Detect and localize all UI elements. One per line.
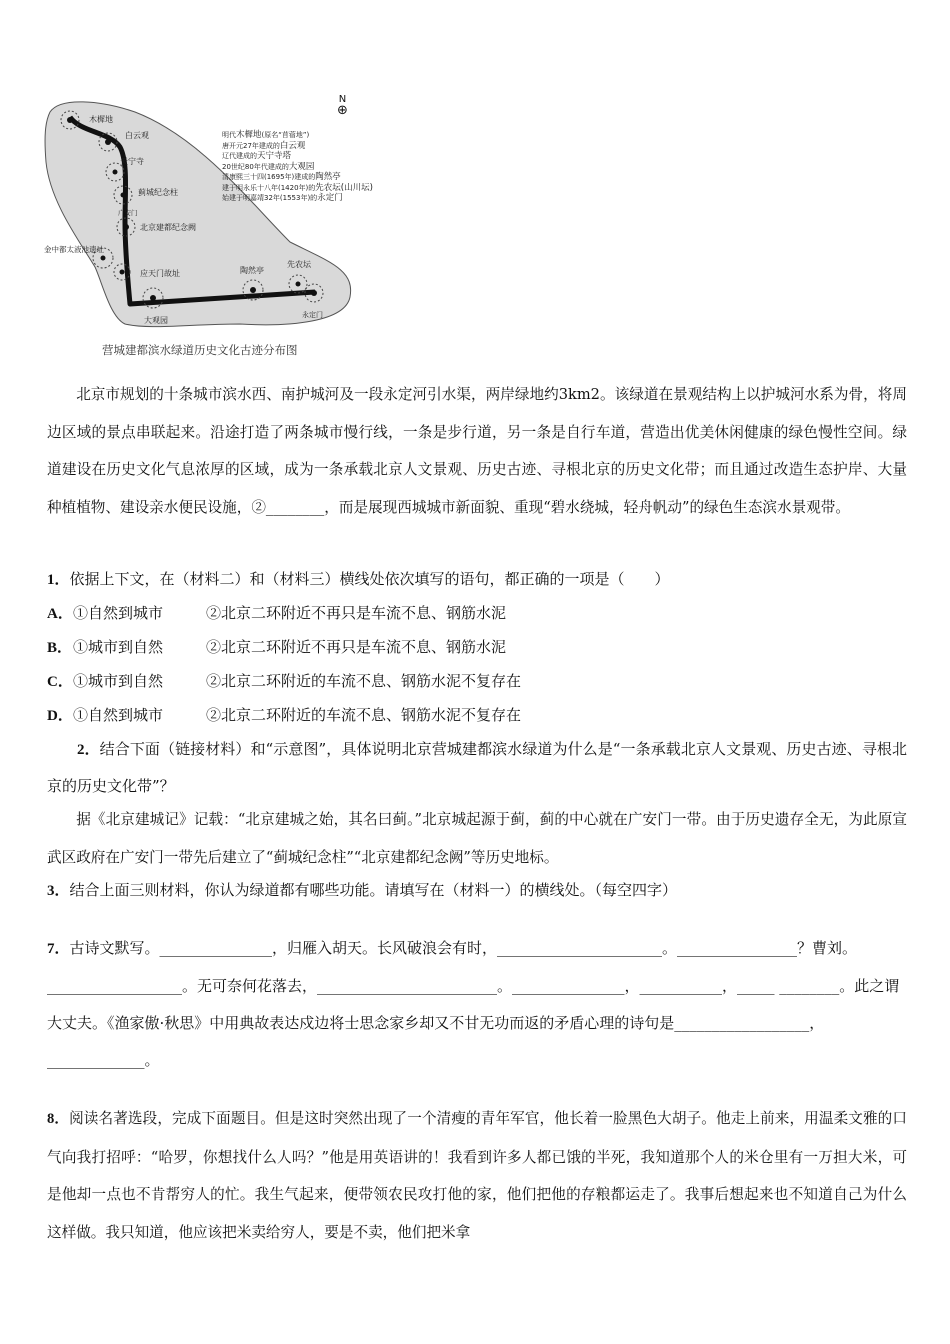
label-yingtian: 应天门故址 [140,269,180,278]
label-guanganmen: 广安门 [118,209,138,217]
label-daguanyuan: 大观园 [144,316,168,325]
question-2 [47,731,907,804]
north-compass [337,94,348,117]
legend-item: 20世纪80年代建成的大观园 [222,161,315,172]
question-3 [47,879,677,900]
question-stem: 依据上下文，在（材料二）和（材料三）横线处依次填写的语句，都正确的一项是（ ） [69,570,670,588]
option-b[interactable]: B．①城市到自然 ②北京二环附近不再只是车流不息、钢筋水泥 [47,638,507,656]
question-text: 古诗文默写。_______________，归雁入胡天。长风破浪会有时，______________________。________________？曹刘。__________________。无可奈何花落去，________________________。_______________，___________，_____ ________。此之谓大丈夫。《渔家傲·秋思》中用典故表达戍边将士思念家乡却又不甘无功而返的矛盾心理的诗句是__________________，_____________。 [47,939,900,1069]
legend-item: 明代木樨地(原名“苜蓿地”) [222,130,310,140]
label-mujingdi: 木樨地 [89,115,113,124]
question-number: 3． [47,883,70,899]
map-caption: 营城建都滨水绿道历史文化古迹分布图 [102,343,298,357]
label-jiandu: 北京建都纪念阙 [140,223,196,232]
question-number: 2． [77,742,100,758]
question-stem: 结合下面（链接材料）和“示意图”，具体说明北京营城建都滨水绿道为什么是“一条承载北京人文景观、历史古迹、寻根北京的历史文化带”？ [47,740,907,795]
option-d[interactable]: D．①自然到城市 ②北京二环附近的车流不息、钢筋水泥不复存在 [47,706,522,724]
legend-item: 清康熙三十四(1695年)建成的陶然亭 [222,172,341,182]
question-stem: 结合上面三则材料，你认为绿道都有哪些功能。请填写在（材料一）的横线处。（每空四字） [69,881,678,899]
passage-material: 北京市规划的十条城市滨水西、南护城河及一段永定河引水渠，两岸绿地约3km2。该绿道在景观结构上以护城河水系为骨，将周边区域的景点串联起来。沿途打造了两条城市慢行线，一条是步行道，另一条是自行车道，营造出优美休闲健康的绿色慢性空间。绿道建设在历史文化气息浓厚的区域，成为一条承载北京人文景观、历史古迹、寻根北京的历史文化带；而且通过改造生态护岸、大量种植植物、建设亲水便民设施，②________，而是展现西城城市新面貌、重现“碧水绕城，轻舟帆动”的绿色生态滨水景观带。 [47,386,907,516]
legend-item: 建于明永乐十八年(1420年)的先农坛(山川坛) [222,182,373,193]
option-c[interactable]: C．①城市到自然 ②北京二环附近的车流不息、钢筋水泥不复存在 [47,672,522,690]
question-number: 1． [47,572,70,588]
label-jinzhongdu: 金中都太液池遗址 [44,245,104,254]
north-label: N [338,94,347,105]
question-8 [47,1100,907,1251]
legend-item: 唐开元27年建成的白云观 [222,140,306,151]
question-1 [47,568,670,589]
historic-sites-map [40,92,373,362]
question-number: 7． [47,941,70,957]
legend-item: 辽代建成的天宁寺塔 [222,151,292,161]
compass-icon: ⊕ [337,103,348,118]
map-legend [222,130,373,204]
label-jicheng: 蓟城纪念柱 [138,188,178,197]
label-baiyunguan: 白云观 [125,131,149,140]
label-taoranting: 陶然亭 [240,266,264,275]
link-material: 据《北京建城记》记载：“北京建城之始，其名曰蓟。”北京城起源于蓟，蓟的中心就在广安门一带。由于历史遗存全无，为此原宣武区政府在广安门一带先后建立了“蓟城纪念柱”“北京建都纪念阙”等历史地标。 [47,811,907,866]
label-xiannongtan: 先农坛 [287,260,311,269]
option-a[interactable]: A．①自然到城市 ②北京二环附近不再只是车流不息、钢筋水泥 [47,604,507,622]
question-7 [47,930,910,1079]
question-number: 8． [47,1111,70,1127]
label-tianning: 天宁寺 [120,157,144,166]
question-text: 阅读名著选段，完成下面题目。但是这时突然出现了一个清瘦的青年军官，他长着一脸黑色大胡子。他走上前来，用温柔文雅的口气向我打招呼：“哈罗，你想找什么人吗？”他是用英语讲的！我看到许多人都已饿的半死，我知道那个人的米仓里有一万担大米，可是他却一点也不肯帮穷人的忙。我生气起来，便带领农民攻打他的家，他们把他的存粮都运走了。我事后想起来也不知道自己为什么这样做。我只知道，他应该把米卖给穷人，要是不卖，他们把米拿 [47,1110,907,1241]
label-yongdingmen: 永定门 [302,311,323,319]
legend-item: 始建于明嘉靖32年(1553年)的永定门 [222,193,343,203]
